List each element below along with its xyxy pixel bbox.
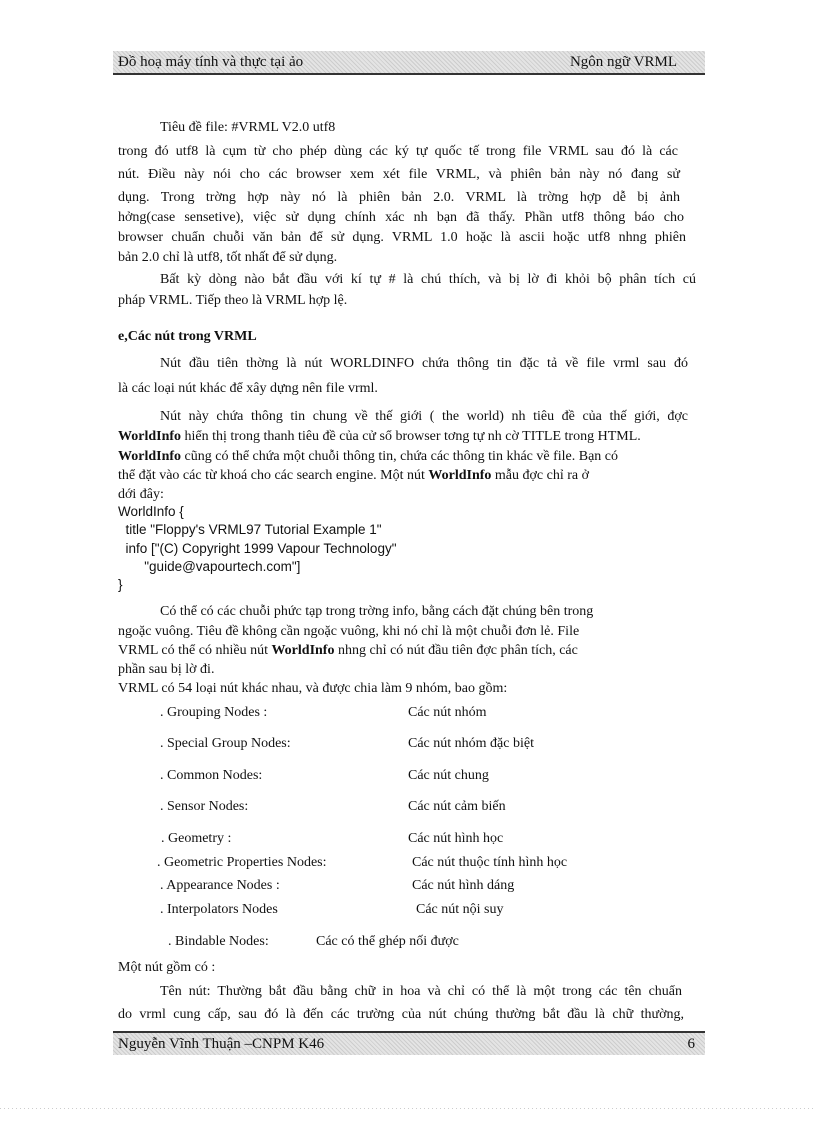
paragraph-line: trong đó utf8 là cụm từ cho phép dùng các ký tự quốc tế trong file VRML sau đó là các	[118, 144, 678, 159]
paragraph-line	[118, 448, 698, 466]
header-chapter: Ngôn ngữ VRML	[569, 54, 677, 70]
worldinfo-term: WorldInfo	[428, 468, 492, 483]
code-line: info ["(C) Copyright 1999 Vapour Technology"	[118, 541, 397, 556]
group-english: . Grouping Nodes :	[160, 705, 268, 720]
group-english: . Bindable Nodes:	[168, 934, 269, 949]
group-english: . Appearance Nodes :	[160, 878, 280, 893]
worldinfo-term: WorldInfo	[118, 429, 182, 444]
paragraph-line: nút. Điều này nói cho các browser xem xét file VRML, và phiên bản này nó đang sử	[118, 167, 680, 182]
worldinfo-term: WorldInfo	[118, 449, 182, 464]
paragraph-line: là các loại nút khác để xây dựng nên file vrml.	[118, 381, 378, 396]
paragraph-text: cũng có thể chứa một chuỗi thông tin, chứa các thông tin khác về file. Bạn có	[181, 449, 619, 464]
group-vietnamese: Các nút hình dáng	[412, 878, 515, 893]
paragraph-line: hởng(case sensetive), việc sử dụng chính xác nh bạn đã thấy. Phần utf8 thông báo cho	[118, 210, 684, 225]
group-english: . Common Nodes:	[160, 768, 263, 783]
code-line: title "Floppy's VRML97 Tutorial Example 1"	[118, 522, 382, 537]
group-vietnamese: Các nút hình học	[408, 831, 504, 846]
paragraph-text: mẫu đợc chỉ ra ở	[491, 468, 590, 483]
section-heading: e,Các nút trong VRML	[118, 329, 257, 344]
paragraph-line: pháp VRML. Tiếp theo là VRML hợp lệ.	[118, 293, 348, 308]
code-line: "guide@vapourtech.com"]	[118, 559, 301, 574]
group-vietnamese: Các có thể ghép nối được	[316, 934, 459, 949]
worldinfo-term: WorldInfo	[271, 643, 335, 658]
group-vietnamese: Các nút nhóm đặc biệt	[408, 736, 534, 751]
group-english: . Sensor Nodes:	[160, 799, 249, 814]
group-english: . Geometric Properties Nodes:	[157, 855, 327, 870]
page-header	[113, 51, 705, 75]
group-vietnamese: Các nút nội suy	[416, 902, 504, 917]
paragraph-line: dới đây:	[118, 487, 164, 502]
paragraph-line: browser chuẩn chuỗi văn bản để sử dụng. VRML 1.0 hoặc là ascii hoặc utf8 nhng phiên	[118, 230, 686, 245]
paragraph-line: Bất kỳ dòng nào bắt đầu với kí tự # là chú thích, và bị lờ đi khỏi bộ phân tích cú	[160, 272, 696, 287]
group-vietnamese: Các nút thuộc tính hình học	[412, 855, 568, 870]
footer-author: Nguyễn Vĩnh Thuận –CNPM K46	[118, 1036, 325, 1052]
paragraph-line: dụng. Trong trờng hợp này nó là phiên bản 2.0. VRML là trờng hợp dễ bị ảnh	[118, 190, 680, 205]
paragraph-line	[118, 642, 578, 660]
code-line: }	[118, 577, 123, 592]
group-vietnamese: Các nút nhóm	[408, 705, 487, 720]
code-line: WorldInfo {	[118, 504, 184, 519]
paragraph-line: Tên nút: Thường bắt đầu bằng chữ in hoa và chỉ có thể là một trong các tên chuẩn	[160, 984, 682, 999]
paragraph-text: thể đặt vào các từ khoá cho các search engine. Một nút	[118, 468, 429, 483]
paragraph-line	[118, 428, 698, 446]
group-vietnamese: Các nút chung	[408, 768, 489, 783]
page-footer	[113, 1031, 705, 1055]
paragraph-text: hiển thị trong thanh tiêu đề của cử sổ browser tơng tự nh cờ TITLE trong HTML.	[181, 429, 641, 444]
paragraph-line: ngoặc vuông. Tiêu đề không cần ngoặc vuông, khi nó chỉ là một chuỗi đơn lẻ. File	[118, 624, 580, 639]
paragraph-line: bản 2.0 chỉ là utf8, tốt nhất để sử dụng.	[118, 250, 338, 265]
paragraph-line: Nút đầu tiên thờng là nút WORLDINFO chứa thông tin đặc tả về file vrml sau đó	[160, 356, 688, 371]
group-english: . Interpolators Nodes	[160, 902, 278, 917]
paragraph-line: do vrml cung cấp, sau đó là đến các trường của nút chúng thường bắt đầu là chữ thường,	[118, 1007, 684, 1022]
page-number: 6	[687, 1036, 695, 1052]
paragraph-line: Một nút gồm có :	[118, 960, 216, 975]
file-title-line: Tiêu đề file: #VRML V2.0 utf8	[160, 120, 336, 135]
paragraph-line	[118, 467, 589, 485]
paragraph-line: phần sau bị lờ đi.	[118, 662, 215, 677]
paragraph-line: Nút này chứa thông tin chung về thế giới ( the world) nh tiêu đề của thế giới, đợc	[160, 409, 688, 424]
group-english: . Special Group Nodes:	[160, 736, 291, 751]
groups-intro: VRML có 54 loại nút khác nhau, và được chia làm 9 nhóm, bao gồm:	[118, 681, 508, 696]
paragraph-text: VRML có thể có nhiều nút	[118, 643, 272, 658]
group-english: . Geometry :	[161, 831, 232, 846]
group-vietnamese: Các nút cảm biến	[408, 799, 506, 814]
paragraph-line: Có thể có các chuỗi phức tạp trong trờng info, bằng cách đặt chúng bên trong	[160, 604, 594, 619]
header-title: Đồ hoạ máy tính và thực tại ảo	[118, 54, 304, 70]
page-bottom-divider	[0, 1108, 816, 1109]
paragraph-text: nhng chỉ có nút đầu tiên đợc phân tích, các	[334, 643, 578, 658]
